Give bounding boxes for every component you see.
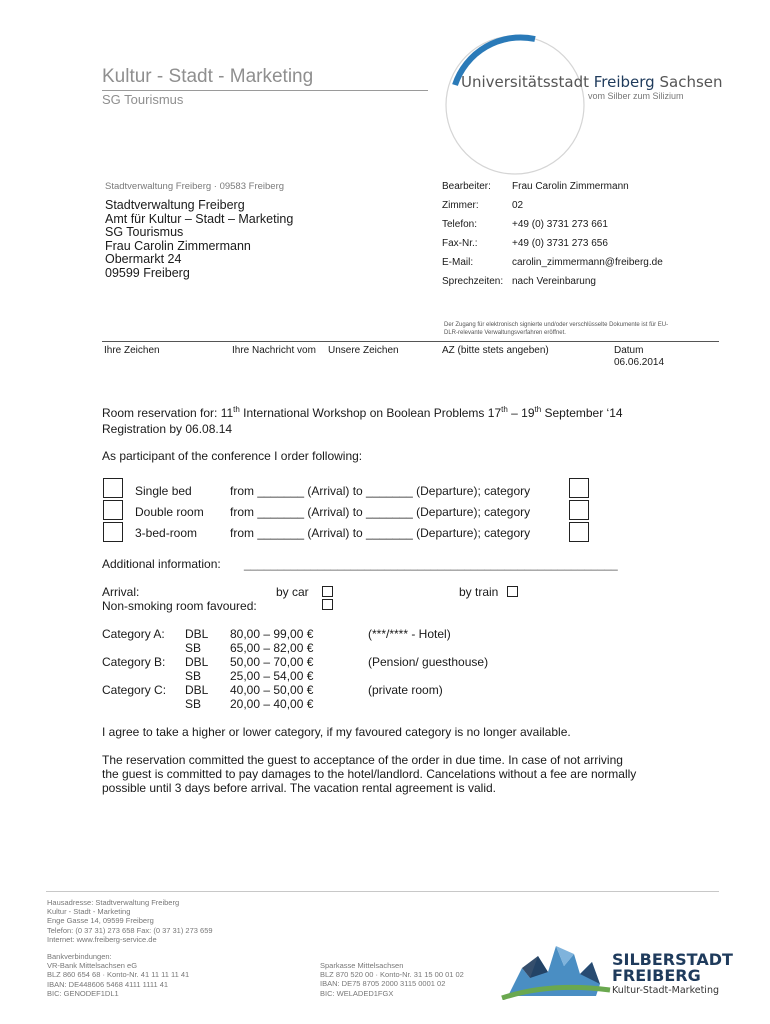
category-type: SB: [185, 697, 202, 711]
additional-info-label: Additional information:: [102, 557, 221, 571]
subject-prefix: Room reservation for: 11: [102, 406, 234, 420]
logo-freiberg-footer: FREIBERG: [612, 966, 701, 985]
sprechzeiten-value: nach Vereinbarung: [512, 276, 596, 287]
footer-line: Internet: www.freiberg-service.de: [47, 934, 157, 944]
room-name: 3-bed-room: [135, 526, 198, 540]
category-price: 20,00 – 40,00 €: [230, 697, 314, 711]
bearbeiter-label: Bearbeiter:: [442, 181, 491, 192]
category-b-label: Category B:: [102, 655, 166, 669]
footer-line: BIC: GENODEF1DL1: [47, 988, 119, 998]
subject-sup: th: [501, 405, 508, 414]
room-name: Single bed: [135, 484, 192, 498]
reference-divider: [102, 341, 719, 342]
footer-line: IBAN: DE75 8705 2000 3115 0001 02: [320, 979, 446, 989]
category-price: 50,00 – 70,00 €: [230, 655, 314, 669]
category-b-desc: (Pension/ guesthouse): [368, 655, 489, 669]
reservation-text-1: The reservation committed the guest to acceptance of the order in due time. In case of not arriving: [102, 753, 623, 767]
room-dates: from _______ (Arrival) to _______ (Departure); category: [230, 484, 531, 498]
footer-line: Enge Gasse 14, 09599 Freiberg: [47, 916, 154, 926]
email-label: E-Mail:: [442, 257, 474, 268]
fax-label: Fax-Nr.:: [442, 238, 478, 249]
page-title: Kultur - Stadt - Marketing: [102, 66, 314, 87]
logo-city: Universitätsstadt: [461, 73, 589, 91]
category-type: DBL: [185, 627, 209, 641]
logo-tagline: vom Silber zum Silizium: [588, 91, 684, 101]
by-train-checkbox[interactable]: [507, 586, 518, 597]
address-line: SG Tourismus: [105, 225, 184, 240]
subject-middle: International Workshop on Boolean Problems 17: [239, 406, 502, 420]
category-a-desc: (***/**** - Hotel): [368, 627, 451, 641]
agree-text: I agree to take a higher or lower category, if my favoured category is no longer available.: [102, 725, 571, 739]
ref-datum-label: Datum: [614, 345, 644, 356]
three-bed-room-category-box[interactable]: [569, 522, 589, 542]
footer-line: IBAN: DE448606 5468 4111 1111 41: [47, 979, 169, 989]
footer-line: BLZ 870 520 00 · Konto-Nr. 31 15 00 01 02: [320, 970, 464, 980]
footer-line: Hausadresse: Stadtverwaltung Freiberg: [47, 898, 180, 907]
category-type: DBL: [185, 655, 209, 669]
ref-az: AZ (bitte stets angeben): [442, 345, 549, 356]
footer-line: VR-Bank Mittelsachsen eG: [47, 961, 138, 971]
category-type: DBL: [185, 683, 209, 697]
footer-divider: [46, 891, 719, 892]
reservation-text-2: the guest is committed to pay damages to the hotel/landlord. Cancelations without a fee are normally: [102, 767, 637, 781]
category-price: 40,00 – 50,00 €: [230, 683, 314, 697]
ref-ihre-zeichen: Ihre Zeichen: [104, 345, 160, 356]
subject-sup: th: [233, 405, 240, 414]
logo-silberstadt: SILBERSTADT: [612, 950, 733, 969]
logo-kultur-stadt-marketing: Kultur-Stadt-Marketing: [612, 985, 719, 996]
logo-sachsen: Sachsen: [659, 73, 723, 91]
page-subtitle: SG Tourismus: [102, 92, 184, 107]
notice-line-1: Der Zugang für elektronisch signierte und/oder verschlüsselte Dokumente ist für EU-: [444, 322, 669, 328]
category-c-desc: (private room): [368, 683, 443, 697]
category-c-label: Category C:: [102, 683, 167, 697]
subject-middle: – 19: [507, 406, 535, 420]
room-dates: from _______ (Arrival) to _______ (Departure); category: [230, 526, 531, 540]
room-dates: from _______ (Arrival) to _______ (Departure); category: [230, 505, 531, 519]
fax-value: +49 (0) 3731 273 656: [512, 238, 608, 249]
category-price: 65,00 – 82,00 €: [230, 641, 314, 655]
zimmer-label: Zimmer:: [442, 200, 479, 211]
intro-text: As participant of the conference I order following:: [102, 449, 363, 463]
ref-ihre-nachricht: Ihre Nachricht vom: [232, 345, 316, 356]
category-type: SB: [185, 641, 202, 655]
address-line: Frau Carolin Zimmermann: [105, 238, 251, 253]
by-car-label: by car: [276, 585, 309, 599]
address-line: Stadtverwaltung Freiberg: [105, 198, 245, 212]
single-bed-category-box[interactable]: [569, 478, 589, 498]
category-price: 80,00 – 99,00 €: [230, 627, 314, 641]
footer-house-address: [47, 898, 213, 944]
subject-line: [102, 405, 623, 420]
zimmer-value: 02: [512, 200, 524, 211]
footer-line: BLZ 860 654 68 · Konto-Nr. 41 11 11 11 41: [47, 970, 190, 980]
category-type: SB: [185, 669, 202, 683]
category-a-label: Category A:: [102, 627, 165, 641]
single-bed-checkbox[interactable]: [103, 478, 123, 498]
subject-end: September ‘14: [541, 406, 623, 420]
by-car-checkbox[interactable]: [322, 586, 333, 597]
footer-bank-1: [47, 952, 189, 998]
bearbeiter-value: Frau Carolin Zimmermann: [512, 181, 629, 192]
recipient-address: [105, 199, 365, 281]
non-smoking-checkbox[interactable]: [322, 599, 333, 610]
arrival-label: Arrival:: [102, 585, 140, 599]
subject-sup: th: [534, 405, 542, 414]
double-room-checkbox[interactable]: [103, 500, 123, 520]
notice-line-2: DLR-relevante Verwaltungsverfahren eröffnet.: [444, 330, 566, 336]
address-line: 09599 Freiberg: [105, 265, 190, 280]
category-price: 25,00 – 54,00 €: [230, 669, 314, 683]
silberstadt-crystal-logo: [500, 938, 612, 1000]
footer-bank-title: Bankverbindungen:: [47, 952, 112, 961]
university-logo-circle: [440, 30, 590, 180]
registration-deadline: Registration by 06.08.14: [102, 422, 233, 436]
three-bed-room-checkbox[interactable]: [103, 522, 123, 542]
address-line: Obermarkt 24: [105, 252, 182, 267]
room-name: Double room: [135, 505, 204, 519]
footer-line: Telefon: (0 37 31) 273 658 Fax: (0 37 31) 273 659: [47, 925, 213, 935]
telefon-label: Telefon:: [442, 219, 478, 230]
footer-bank-2: [320, 961, 464, 998]
address-line: Amt für Kultur – Stadt – Marketing: [105, 211, 294, 226]
sprechzeiten-label: Sprechzeiten:: [442, 276, 504, 287]
non-smoking-label: Non-smoking room favoured:: [102, 599, 257, 613]
logo-freiberg: Freiberg: [593, 73, 655, 91]
footer-line: BIC: WELADED1FGX: [320, 988, 394, 998]
ref-unsere-zeichen: Unsere Zeichen: [328, 345, 399, 356]
double-room-category-box[interactable]: [569, 500, 589, 520]
additional-info-line[interactable]: ________________________________________________________: [244, 557, 618, 571]
sender-line: Stadtverwaltung Freiberg · 09583 Freiberg: [105, 181, 285, 192]
footer-line: Kultur - Stadt - Marketing: [47, 907, 131, 917]
header-divider: [102, 90, 428, 91]
footer-line: Sparkasse Mittelsachsen: [320, 961, 404, 970]
telefon-value: +49 (0) 3731 273 661: [512, 219, 608, 230]
reservation-text-3: possible until 3 days before arrival. The vacation rental agreement is valid.: [102, 781, 496, 795]
email-value[interactable]: carolin_zimmermann@freiberg.de: [512, 257, 663, 268]
ref-datum-value: 06.06.2014: [614, 357, 665, 368]
by-train-label: by train: [459, 585, 499, 599]
